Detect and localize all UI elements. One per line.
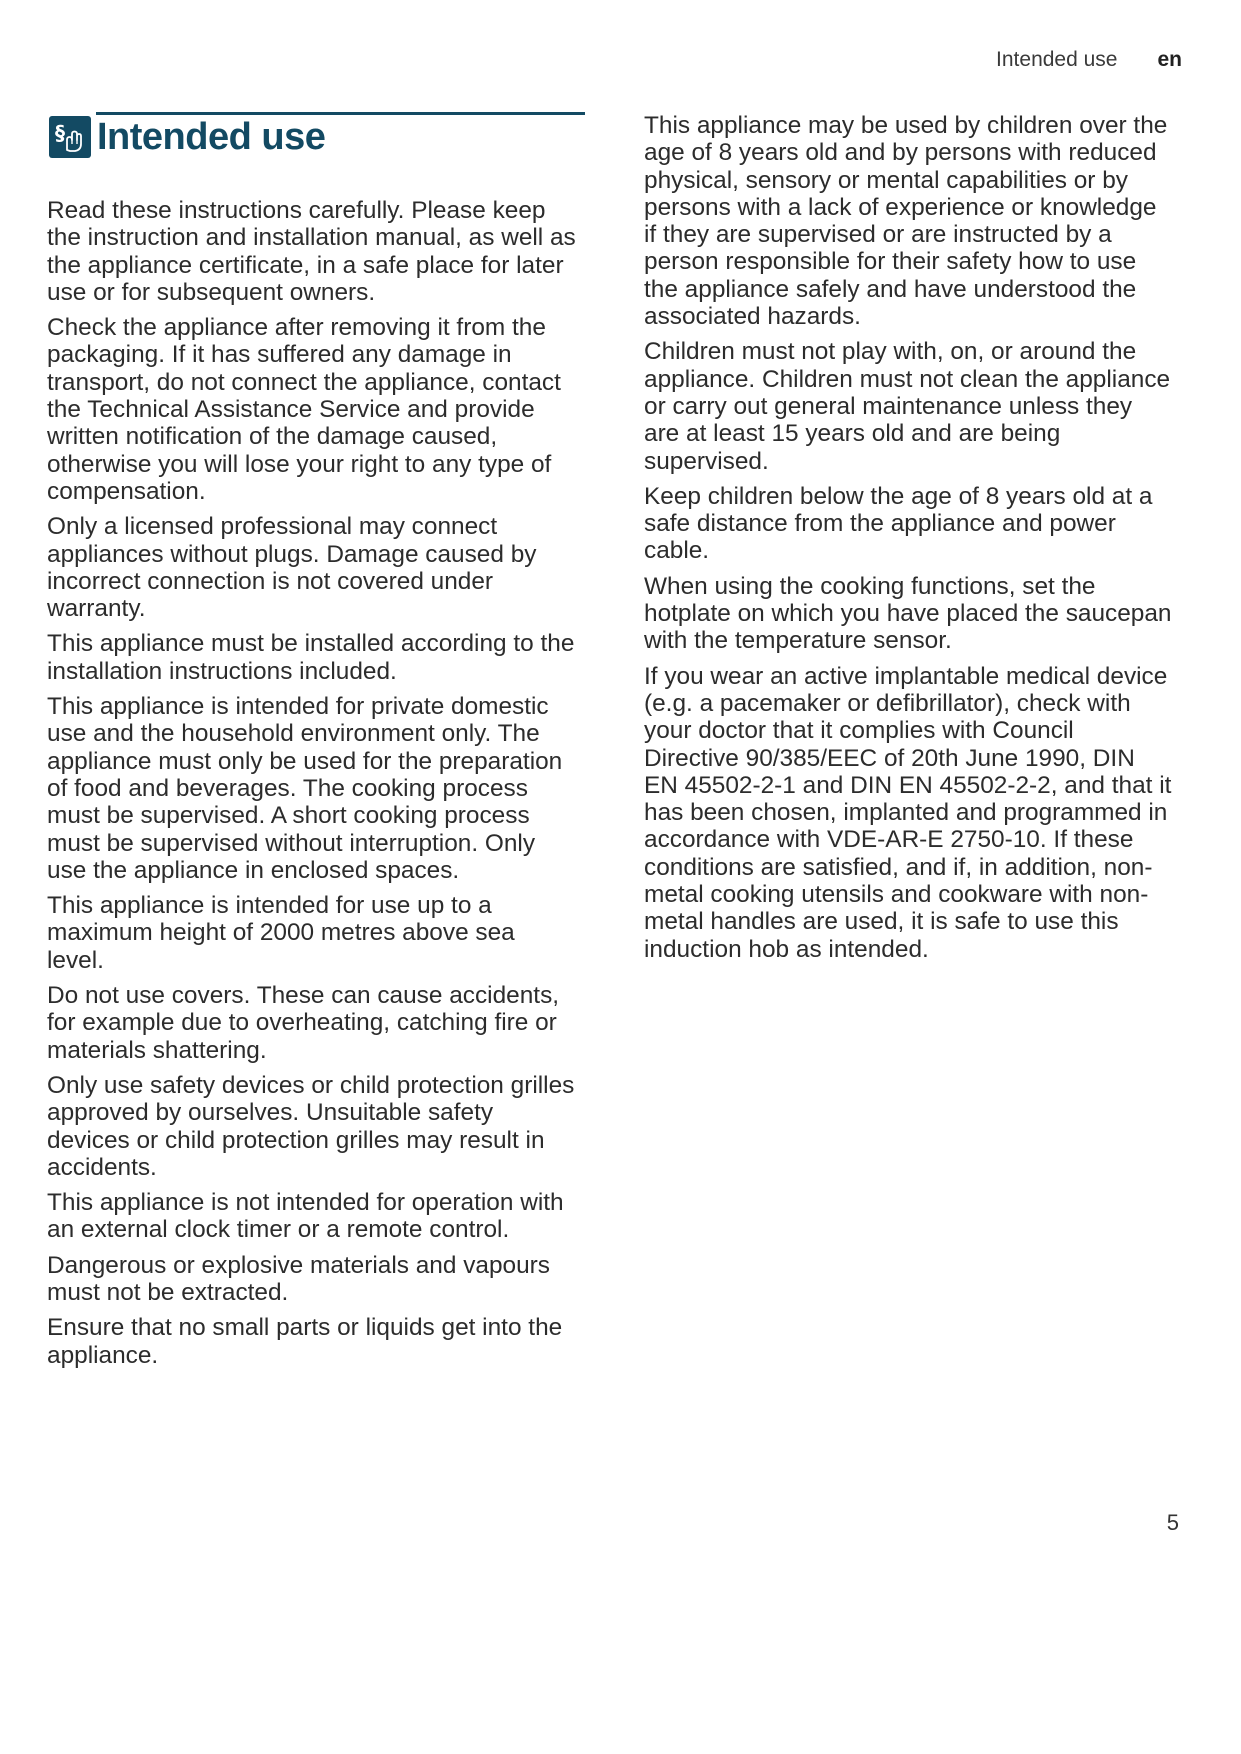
header-section-label: Intended use xyxy=(996,48,1118,71)
right-paragraph-1: This appliance may be used by children over the age of 8 years old and by persons with reduced physical, sensory or mental capabilities or by persons with a lack of experience or knowledge if they are supervised or are instructed by a person responsible for their safety how to use the appliance safely and have understood the associated hazards. xyxy=(644,112,1168,331)
left-paragraph-10: Dangerous or explosive materials and vapours must not be extracted. xyxy=(47,1251,550,1306)
right-paragraph-5: If you wear an active implantable medical device (e.g. a pacemaker or defibrillator), check with your doctor that it complies with Council Directive 90/385/EEC of 20th June 1990, DIN EN 45502-2-1 and DIN EN 45502-2-2, and that it has been chosen, implanted and programmed in accordance with VDE-AR-E 2750-10. If these conditions are satisfied, and if, in addition, non-metal cooking utensils and cookware with non-metal handles are used, it is safe to use this induction hob as intended. xyxy=(644,662,1172,963)
left-paragraph-2: Check the appliance after removing it from the packaging. If it has suffered any damage in transport, do not connect the appliance, contact the Technical Assistance Service and provide written notification of the damage caused, otherwise you will lose your right to any type of compensation. xyxy=(47,314,561,505)
page-number: 5 xyxy=(1166,1510,1179,1535)
left-paragraph-3: Only a licensed professional may connect appliances without plugs. Damage caused by incorrect connection is not covered under warranty. xyxy=(47,513,537,623)
section-heading xyxy=(49,115,577,159)
left-column xyxy=(47,110,577,1377)
left-paragraph-11: Ensure that no small parts or liquids get into the appliance. xyxy=(47,1314,563,1369)
right-paragraph-3: Keep children below the age of 8 years old at a safe distance from the appliance and power cable. xyxy=(644,482,1153,565)
svg-text:§: § xyxy=(55,121,65,145)
right-paragraph-4: When using the cooking functions, set the hotplate on which you have placed the saucepan with the temperature sensor. xyxy=(644,572,1172,655)
right-column xyxy=(644,112,1174,971)
left-paragraph-5: This appliance is intended for private domestic use and the household environment only. The appliance must only be used for the preparation of food and beverages. The cooking process must be supervised. A short cooking process must be supervised without interruption. Only use the appliance in enclosed spaces. xyxy=(47,693,563,884)
section-hand-icon xyxy=(49,116,91,158)
header-language-label: en xyxy=(1157,48,1182,71)
left-paragraph-6: This appliance is intended for use up to a maximum height of 2000 metres above sea level. xyxy=(47,892,515,974)
left-paragraph-1: Read these instructions carefully. Please keep the instruction and installation manual, as well as the appliance certificate, in a safe place for later use or for subsequent owners. xyxy=(47,197,576,306)
right-paragraph-2: Children must not play with, on, or around the appliance. Children must not clean the appliance or carry out general maintenance unless they are at least 15 years old and are being supervised. xyxy=(644,338,1171,475)
left-paragraph-9: This appliance is not intended for operation with an external clock timer or a remote control. xyxy=(47,1189,564,1244)
heading-rule xyxy=(96,112,585,115)
running-header xyxy=(996,48,1182,72)
left-paragraph-7: Do not use covers. These can cause accidents, for example due to overheating, catching fire or materials shattering. xyxy=(47,982,560,1064)
page-title: Intended use xyxy=(97,116,326,158)
left-paragraph-4: This appliance must be installed according to the installation instructions included. xyxy=(47,630,575,685)
left-paragraph-8: Only use safety devices or child protection grilles approved by ourselves. Unsuitable safety devices or child protection grilles may result in accidents. xyxy=(47,1071,575,1181)
